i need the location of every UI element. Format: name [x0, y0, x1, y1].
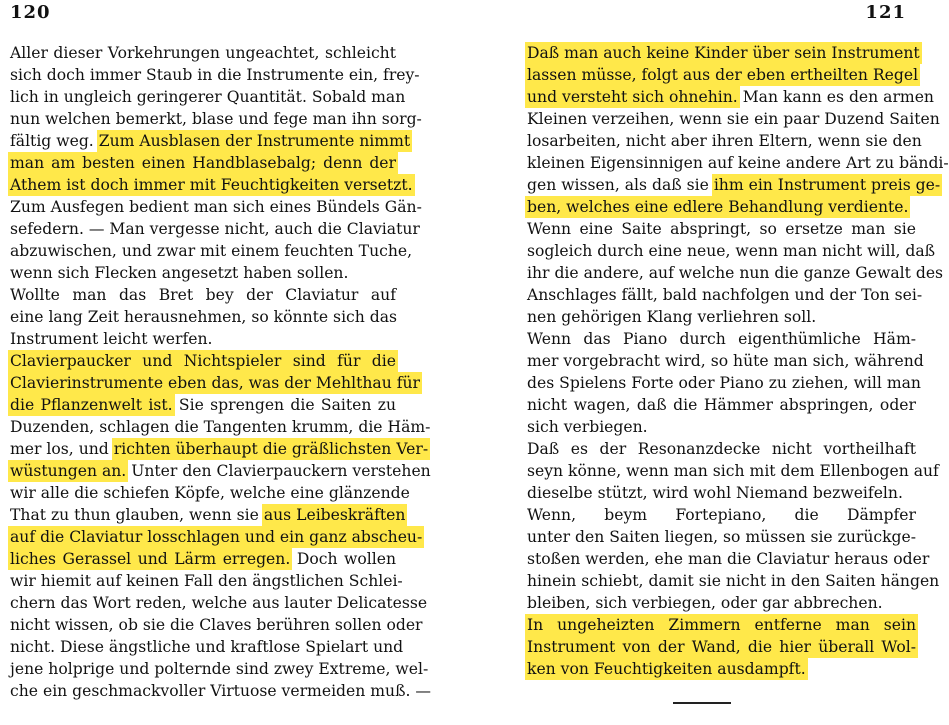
- text-line: [527, 108, 940, 130]
- text-line: [10, 108, 422, 130]
- text-run: Zum Ausfegen bedient man sich eines Bündels Gän-: [10, 198, 422, 216]
- text-line: [10, 372, 420, 394]
- highlighted-text: In ungeheizten Zimmern entferne man sein: [527, 616, 916, 634]
- text-run: Wenn, beym Fortepiano, die Dämpfer: [527, 506, 916, 524]
- text-run: ihr die andere, auf welche nun die ganze Gewalt des: [527, 264, 944, 282]
- text-run: That zu thun glauben, wenn sie: [10, 506, 264, 524]
- text-run: wir hiemit auf keinen Fall den ängstlichen Schlei-: [10, 572, 403, 590]
- text-line: [527, 394, 916, 416]
- text-run: Aller dieser Vorkehrungen ungeachtet, schleicht: [10, 44, 396, 62]
- highlighted-text: die Pflanzenwelt ist.: [10, 396, 173, 414]
- text-line: [10, 614, 423, 636]
- text-line: [527, 614, 916, 636]
- highlighted-text: liches Gerassel und Lärm erregen.: [10, 550, 291, 568]
- text-line: [527, 328, 916, 350]
- text-run: nen gehörigen Klang verliehren soll.: [527, 308, 817, 326]
- text-run: Daß es der Resonanzdecke nicht vortheilhaft: [527, 440, 916, 458]
- text-run: sefedern. — Man vergesse nicht, auch die Claviatur: [10, 220, 420, 238]
- text-line: [10, 680, 432, 702]
- text-run: losarbeiten, nicht aber ihren Eltern, wenn sie den: [527, 132, 922, 150]
- text-run: Kleinen verzeihen, wenn sie ein paar Duzend Saiten: [527, 110, 940, 128]
- text-run: jene holprige und polternde sind zwey Extreme, wel-: [10, 660, 429, 678]
- text-run: wenn sich Flecken angesetzt haben sollen.: [10, 264, 349, 282]
- text-line: [10, 240, 413, 262]
- text-line: [10, 174, 413, 196]
- right-page: [465, 0, 949, 725]
- text-line: [527, 218, 916, 240]
- end-rule: [673, 702, 731, 704]
- text-run: fältig weg.: [10, 132, 99, 150]
- text-line: [10, 526, 423, 548]
- page-text: [527, 42, 949, 680]
- highlighted-text: ben, welches eine edlere Behandlung verdiente.: [527, 198, 909, 216]
- page-number: 120: [10, 2, 51, 23]
- text-line: [527, 460, 939, 482]
- text-run: che ein geschmackvoller Virtuose vermeiden muß. —: [10, 682, 432, 700]
- text-line: [10, 636, 404, 658]
- highlighted-text: und versteht sich ohnehin.: [527, 88, 738, 106]
- text-run: Wenn eine Saite abspringt, so ersetze man sie: [527, 220, 916, 238]
- text-line: [527, 570, 940, 592]
- text-run: nicht wissen, ob sie die Claves berühren sollen oder: [10, 616, 423, 634]
- page-number: 121: [865, 2, 906, 23]
- text-line: [527, 350, 924, 372]
- page-text: [10, 42, 432, 702]
- text-run: des Spielens Forte oder Piano zu ziehen, will man: [527, 374, 921, 392]
- text-run: Duzenden, schlagen die Tangenten krumm, die Häm-: [10, 418, 431, 436]
- text-line: [527, 526, 916, 548]
- highlighted-text: Clavierpaucker und Nichtspieler sind für die: [10, 352, 396, 370]
- text-run: nun welchen bemerkt, blase und fege man ihn sorg-: [10, 110, 422, 128]
- text-line: [527, 152, 949, 174]
- text-run: Anschlages fällt, bald nachfolgen und der Ton sei-: [527, 286, 923, 304]
- text-line: [10, 460, 431, 482]
- text-line: [527, 592, 916, 614]
- text-line: [10, 592, 428, 614]
- text-line: [527, 438, 916, 460]
- text-run: sich doch immer Staub in die Instrumente ein, frey-: [10, 66, 420, 84]
- text-run: unter den Saiten liegen, so müssen sie zurückge-: [527, 528, 917, 546]
- text-line: [527, 262, 944, 284]
- highlighted-text: auf die Claviatur losschlagen und ein ganz abscheu-: [10, 528, 423, 546]
- text-line: [527, 130, 922, 152]
- text-line: [10, 86, 406, 108]
- text-run: nicht wagen, daß die Hämmer abspringen, oder: [527, 396, 916, 414]
- text-line: [10, 350, 396, 372]
- text-run: kleinen Eigensinnigen auf keine andere Art zu bändi-: [527, 154, 949, 172]
- text-line: [527, 42, 920, 64]
- text-line: [527, 240, 936, 262]
- text-run: nicht. Diese ängstliche und kraftlose Spielart und: [10, 638, 404, 656]
- text-run: stoßen werden, ehe man die Claviatur heraus oder: [527, 550, 930, 568]
- text-line: [527, 658, 916, 680]
- text-line: [10, 570, 403, 592]
- text-run: lich in ungleich geringerer Quantität. Sobald man: [10, 88, 406, 106]
- text-line: [10, 218, 420, 240]
- text-line: [527, 504, 916, 526]
- text-run: hinein schiebt, damit sie nicht in den Saiten hängen: [527, 572, 940, 590]
- text-run: wir alle die schiefen Köpfe, welche eine glänzende: [10, 484, 410, 502]
- text-run: bleiben, sich verbiegen, oder gar abbrechen.: [527, 594, 883, 612]
- highlighted-text: Daß man auch keine Kinder über sein Instrument: [527, 44, 920, 62]
- highlighted-text: Athem ist doch immer mit Feuchtigkeiten versetzt.: [10, 176, 413, 194]
- text-line: [527, 284, 923, 306]
- highlighted-text: Clavierinstrumente eben das, was der Mehlthau für: [10, 374, 420, 392]
- text-line: [527, 196, 916, 218]
- text-run: Instrument leicht werfen.: [10, 330, 213, 348]
- text-run: abzuwischen, und zwar mit einem feuchten Tuche,: [10, 242, 413, 260]
- text-run: Wenn das Piano durch eigenthümliche Häm-: [527, 330, 916, 348]
- text-run: Wollte man das Bret bey der Claviatur auf: [10, 286, 396, 304]
- highlighted-text: Zum Ausblasen der Instrumente nimmt: [98, 132, 411, 150]
- text-run: mer vorgebracht wird, so hüte man sich, während: [527, 352, 924, 370]
- text-line: [10, 438, 429, 460]
- text-line: [527, 306, 916, 328]
- text-line: [10, 658, 429, 680]
- text-run: seyn könne, wenn man sich mit dem Ellenbogen auf: [527, 462, 939, 480]
- left-page: [0, 0, 465, 725]
- text-line: [10, 196, 422, 218]
- text-line: [10, 504, 406, 526]
- text-line: [527, 86, 934, 108]
- text-run: mer los, und: [10, 440, 114, 458]
- text-run: chern das Wort reden, welche aus lauter Delicatesse: [10, 594, 428, 612]
- text-run: Sie sprengen die Saiten zu: [172, 396, 396, 414]
- text-line: [527, 372, 921, 394]
- text-line: [10, 64, 420, 86]
- text-run: gen wissen, als daß sie: [527, 176, 714, 194]
- text-line: [10, 152, 396, 174]
- text-line: [10, 284, 396, 306]
- text-line: [10, 262, 396, 284]
- text-line: [10, 130, 411, 152]
- text-run: Doch wollen: [290, 550, 396, 568]
- highlighted-text: aus Leibeskräften: [263, 506, 406, 524]
- highlighted-text: ihm ein Instrument preis ge-: [713, 176, 941, 194]
- text-line: [527, 64, 919, 86]
- text-run: Unter den Clavierpauckern verstehen: [126, 462, 431, 480]
- text-line: [10, 416, 431, 438]
- text-line: [527, 548, 930, 570]
- highlighted-text: wüstungen an.: [10, 462, 127, 480]
- highlighted-text: richten überhaupt die gräßlichsten Ver-: [113, 440, 429, 458]
- text-run: sogleich durch eine neue, wenn man nicht will, daß: [527, 242, 936, 260]
- text-run: eine lang Zeit herausnehmen, so könnte sich das: [10, 308, 398, 326]
- text-run: dieselbe stützt, wird wohl Niemand bezweifeln.: [527, 484, 903, 502]
- highlighted-text: man am besten einen Handblasebalg; denn der: [10, 154, 396, 172]
- text-line: [10, 328, 396, 350]
- text-line: [527, 174, 941, 196]
- text-line: [527, 416, 916, 438]
- text-line: [10, 548, 396, 570]
- text-run: sich verbiegen.: [527, 418, 648, 436]
- highlighted-text: ken von Feuchtigkeiten ausdampft.: [527, 660, 806, 678]
- text-run: Man kann es den armen: [737, 88, 934, 106]
- text-line: [10, 394, 396, 416]
- highlighted-text: lassen müsse, folgt aus der eben ertheilten Regel: [527, 66, 919, 84]
- text-line: [527, 482, 916, 504]
- text-line: [527, 636, 916, 658]
- text-line: [10, 42, 396, 64]
- highlighted-text: Instrument von der Wand, die hier überall Wol-: [527, 638, 916, 656]
- text-line: [10, 306, 396, 328]
- text-line: [10, 482, 410, 504]
